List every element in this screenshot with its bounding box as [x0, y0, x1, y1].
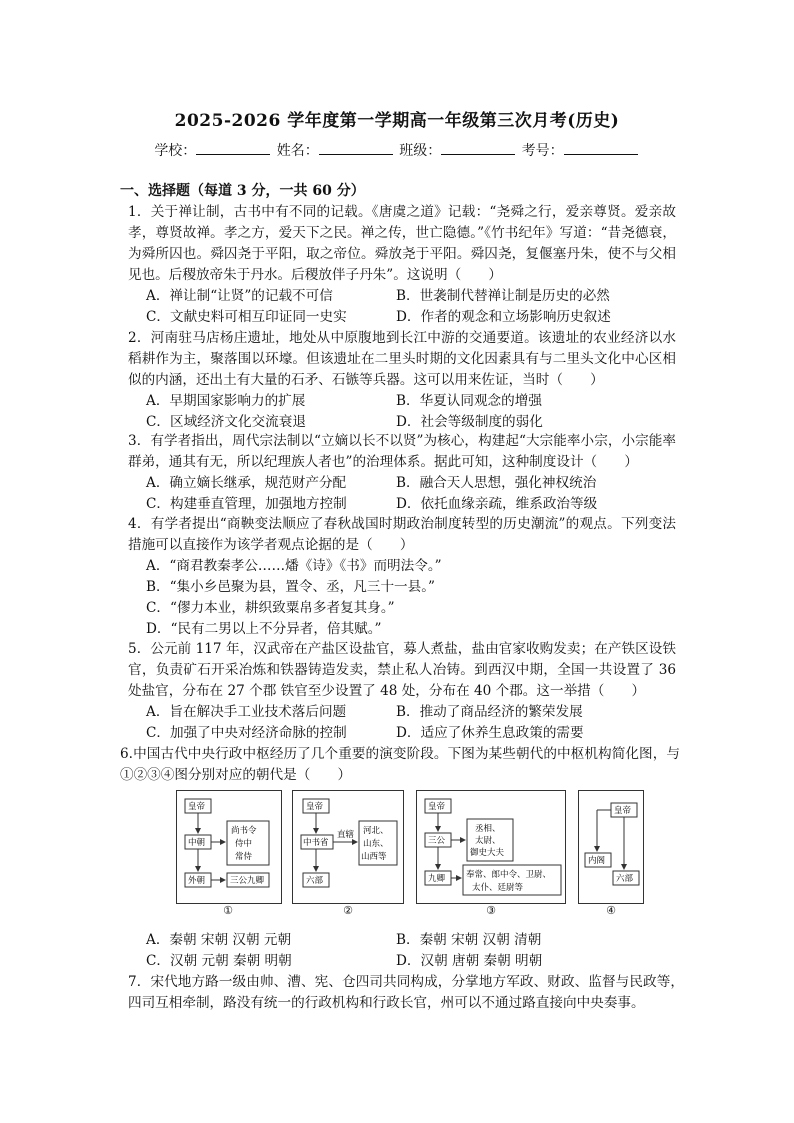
diagram-label: ① — [223, 904, 233, 917]
question-number: 6. — [120, 746, 133, 762]
diagram-edge-label: 直辖 — [337, 830, 355, 840]
section-title: 一、选择题（每道 3 分，一共 60 分） — [120, 183, 365, 199]
diagram-3 — [416, 790, 566, 904]
question-6-options — [128, 930, 676, 972]
question-stem: 河南驻马店杨庄遗址，地处从中原腹地到长江中游的交通要道。该遗址的农业经济以水稻耕作为主，聚落围以环壕。但该遗址在二里头时期的文化因素具有与二里头文化中心区相似的内涵，还出土有大量的石矛、石镞等兵器。这可以用来佐证，当时（ ） — [128, 330, 676, 388]
option-d[interactable]: D．“民有二男以上不分异者，倍其赋。” — [146, 621, 382, 637]
diagram-node: 太仆、廷尉等 — [472, 883, 524, 893]
question-number: 1． — [128, 204, 151, 220]
question-number: 4． — [128, 516, 151, 532]
question-number: 7． — [128, 974, 151, 990]
option-b[interactable]: B．世袭制代替禅让制是历史的必然 — [396, 288, 610, 304]
school-label: 学校： — [154, 143, 197, 159]
option-b[interactable]: B．推动了商品经济的繁荣发展 — [396, 704, 583, 720]
diagram-label: ③ — [486, 904, 496, 917]
question-4 — [128, 514, 676, 640]
diagram-node: 常侍 — [235, 852, 253, 862]
class-blank[interactable] — [441, 142, 515, 155]
question-stem: 有学者指出，周代宗法制以“立嫡以长不以贤”为核心，构建起“大宗能率小宗，小宗能率群弟，通其有无，所以纪理族人者也”的治理体系。据此可知，这种制度设计（ ） — [128, 433, 676, 470]
diagram-node: 三公九卿 — [230, 876, 265, 886]
question-stem: 有学者提出“商鞅变法顺应了春秋战国时期政治制度转型的历史潮流”的观点。下列变法措施可以直接作为该学者观点论据的是（ ） — [128, 516, 676, 553]
diagram-node: 中书省 — [303, 838, 329, 848]
option-a[interactable]: A．旨在解决手工业技术落后问题 — [146, 704, 347, 720]
option-a[interactable]: A．“商君教秦孝公……燔《诗》《书》而明法令。” — [146, 558, 442, 574]
option-a[interactable]: A．禅让制“让贤”的记载不可信 — [146, 288, 333, 304]
exam-number-blank[interactable] — [564, 142, 638, 155]
question-2 — [128, 328, 676, 433]
diagram-node: 皇帝 — [306, 802, 324, 812]
question-5 — [128, 639, 676, 744]
option-c[interactable]: C．汉朝 元朝 秦朝 明朝 — [146, 953, 292, 969]
option-a[interactable]: A．早期国家影响力的扩展 — [146, 393, 306, 409]
exam-title: 2025-2026 学年度第一学期高一年级第三次月考(历史) — [174, 111, 620, 131]
diagram-node: 奉常、郎中令、卫尉、 — [466, 870, 552, 880]
diagram-node: 外朝 — [188, 876, 206, 886]
question-stem: 宋代地方路一级由帅、漕、宪、仓四司共同构成，分掌地方军政、财政、监督与民政等，四司互相牵制，路没有统一的行政机构和行政长官，州可以不通过路直接向中央奏事。 — [128, 974, 685, 1011]
school-blank[interactable] — [196, 142, 270, 155]
diagram-2 — [292, 790, 404, 904]
option-d[interactable]: D．依托血缘亲疏，维系政治等级 — [396, 496, 598, 512]
diagram-node: 皇帝 — [428, 802, 446, 812]
option-a[interactable]: A．秦朝 宋朝 汉朝 元朝 — [146, 932, 292, 948]
exam-number-label: 考号： — [521, 143, 564, 159]
diagram-node: 九卿 — [428, 874, 446, 884]
diagram-node: 山西等 — [361, 852, 387, 862]
diagram-node: 六部 — [306, 876, 324, 886]
question-stem: 公元前 117 年，汉武帝在产盐区设盐官，募人煮盐，盐由官家收购发卖；在产铁区设铁官，负责矿石开采冶炼和铁器铸造发卖，禁止私人冶铸。到西汉中期，全国一共设置了 36 处盐官，分布在 27 个郡 铁官至少设置了 48 处，分布在 40 个郡。这一举措（ ） — [128, 641, 676, 699]
option-d[interactable]: D．汉朝 唐朝 秦朝 明朝 — [396, 953, 543, 969]
student-info-row — [0, 140, 794, 160]
diagram-node: 丞相、 — [475, 824, 501, 834]
question-stem: 关于禅让制，古书中有不同的记载。《唐虞之道》记载：“尧舜之行，爱亲尊贤。爱亲故孝，尊贤故禅。孝之方，爱天下之民。禅之传，世亡隐德。”《竹书纪年》写道：“昔尧德衰，为舜所囚也。舜囚尧于平阳，取之帝位。舜放尧于平阳。舜囚尧，复偃塞丹朱，使不与父相见也。后稷放帝朱于丹水。后稷放伴子丹朱”。这说明（ ） — [128, 204, 676, 283]
diagram-node: 中朝 — [188, 838, 206, 848]
question-number: 3． — [128, 433, 151, 449]
question-stem: 中国古代中央行政中枢经历了几个重要的演变阶段。下图为某些朝代的中枢机构简化图，与①②③④图分别对应的朝代是（ ） — [120, 746, 680, 783]
diagram-node: 尚书令 — [231, 826, 257, 836]
diagram-node: 御史大夫 — [470, 848, 505, 858]
question-6 — [120, 744, 680, 786]
option-b[interactable]: B．融合天人思想，强化神权统治 — [396, 475, 597, 491]
option-d[interactable]: D．作者的观念和立场影响历史叙述 — [396, 309, 611, 325]
question-number: 5． — [128, 641, 151, 657]
diagram-node: 太尉、 — [475, 836, 501, 846]
diagram-node: 内阁 — [588, 856, 606, 866]
option-b[interactable]: B．“集小乡邑聚为县，置令、丞，凡三十一县。” — [146, 579, 435, 595]
diagram-node: 山东、 — [363, 839, 389, 849]
question-7 — [128, 972, 684, 1014]
diagram-label: ④ — [606, 904, 616, 917]
option-d[interactable]: D．适应了休养生息政策的需要 — [396, 725, 584, 741]
diagram-1 — [176, 790, 282, 904]
option-c[interactable]: C．区域经济文化交流衰退 — [146, 414, 306, 430]
option-c[interactable]: C．文献史料可相互印证同一史实 — [146, 309, 347, 325]
diagram-label: ② — [343, 904, 353, 917]
option-c[interactable]: C．构建垂直管理，加强地方控制 — [146, 496, 347, 512]
name-blank[interactable] — [319, 142, 393, 155]
question-number: 2． — [128, 330, 151, 346]
option-c[interactable]: C．加强了中央对经济命脉的控制 — [146, 725, 347, 741]
name-label: 姓名： — [276, 143, 319, 159]
diagram-node: 侍中 — [235, 839, 253, 849]
option-b[interactable]: B．秦朝 宋朝 汉朝 清朝 — [396, 932, 542, 948]
option-b[interactable]: B．华夏认同观念的增强 — [396, 393, 542, 409]
central-institution-diagrams — [176, 790, 646, 920]
diagram-node: 皇帝 — [614, 806, 632, 816]
question-3 — [128, 431, 676, 515]
option-a[interactable]: A．确立嫡长继承，规范财产分配 — [146, 475, 347, 491]
diagram-node: 三公 — [428, 836, 446, 846]
diagram-node: 河北、 — [363, 826, 389, 836]
diagram-node: 六部 — [616, 874, 634, 884]
option-c[interactable]: C．“僇力本业，耕织致粟帛多者复其身。” — [146, 600, 395, 616]
diagram-4 — [578, 790, 644, 904]
diagram-node: 皇帝 — [188, 802, 206, 812]
option-d[interactable]: D．社会等级制度的弱化 — [396, 414, 543, 430]
question-1 — [128, 202, 676, 328]
class-label: 班级： — [399, 143, 442, 159]
